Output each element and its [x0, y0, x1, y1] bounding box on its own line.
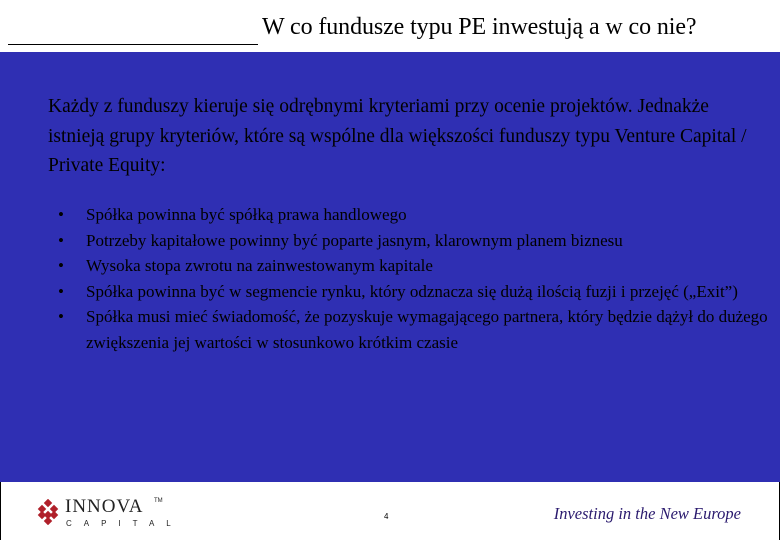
slide-title: W co fundusze typu PE inwestują a w co nie? [262, 14, 697, 40]
list-item-text: Spółka powinna być w segmencie rynku, który odznacza się dużą ilością fuzji i przejęć („Exit”) [86, 281, 738, 301]
page-number: 4 [384, 512, 389, 521]
diamond-logo-icon [35, 499, 61, 525]
list-item [58, 279, 778, 305]
slide-footer [0, 482, 780, 540]
title-underline [8, 44, 258, 45]
intro-paragraph: Każdy z funduszy kieruje się odrębnymi kryteriami przy ocenie projektów. Jednakże istnieją grupy kryteriów, które są wspólne dla większości funduszy typu Venture Capital / Private Equity: [48, 96, 747, 176]
list-item-text: Spółka powinna być spółką prawa handlowego [86, 205, 407, 224]
logo-wordmark: INNOVA [65, 496, 144, 517]
list-item-text: Potrzeby kapitałowe powinny być poparte jasnym, klarownym planem biznesu [86, 230, 623, 250]
logo-subtitle: CAPITAL [66, 519, 183, 528]
list-item [58, 253, 778, 279]
list-item [58, 304, 778, 355]
criteria-list [58, 202, 778, 355]
list-item [58, 202, 778, 228]
bullet-icon: • [58, 256, 64, 275]
innova-capital-logo [35, 495, 185, 531]
bullet-icon: • [58, 281, 64, 301]
slide-header [0, 0, 780, 52]
trademark-mark: TM [154, 498, 163, 504]
tagline: Investing in the New Europe [553, 504, 741, 523]
content-panel [0, 52, 780, 482]
bullet-icon: • [58, 230, 64, 250]
list-item [58, 228, 778, 254]
bullet-icon: • [58, 307, 64, 326]
list-item-text: Wysoka stopa zwrotu na zainwestowanym kapitale [86, 256, 433, 275]
list-item-text: Spółka musi mieć świadomość, że pozyskuje wymagającego partnera, który będzie dążył do dużego zwiększenia jej wartości w stosunkowo krótkim czasie [86, 307, 768, 352]
bullet-icon: • [58, 205, 64, 224]
